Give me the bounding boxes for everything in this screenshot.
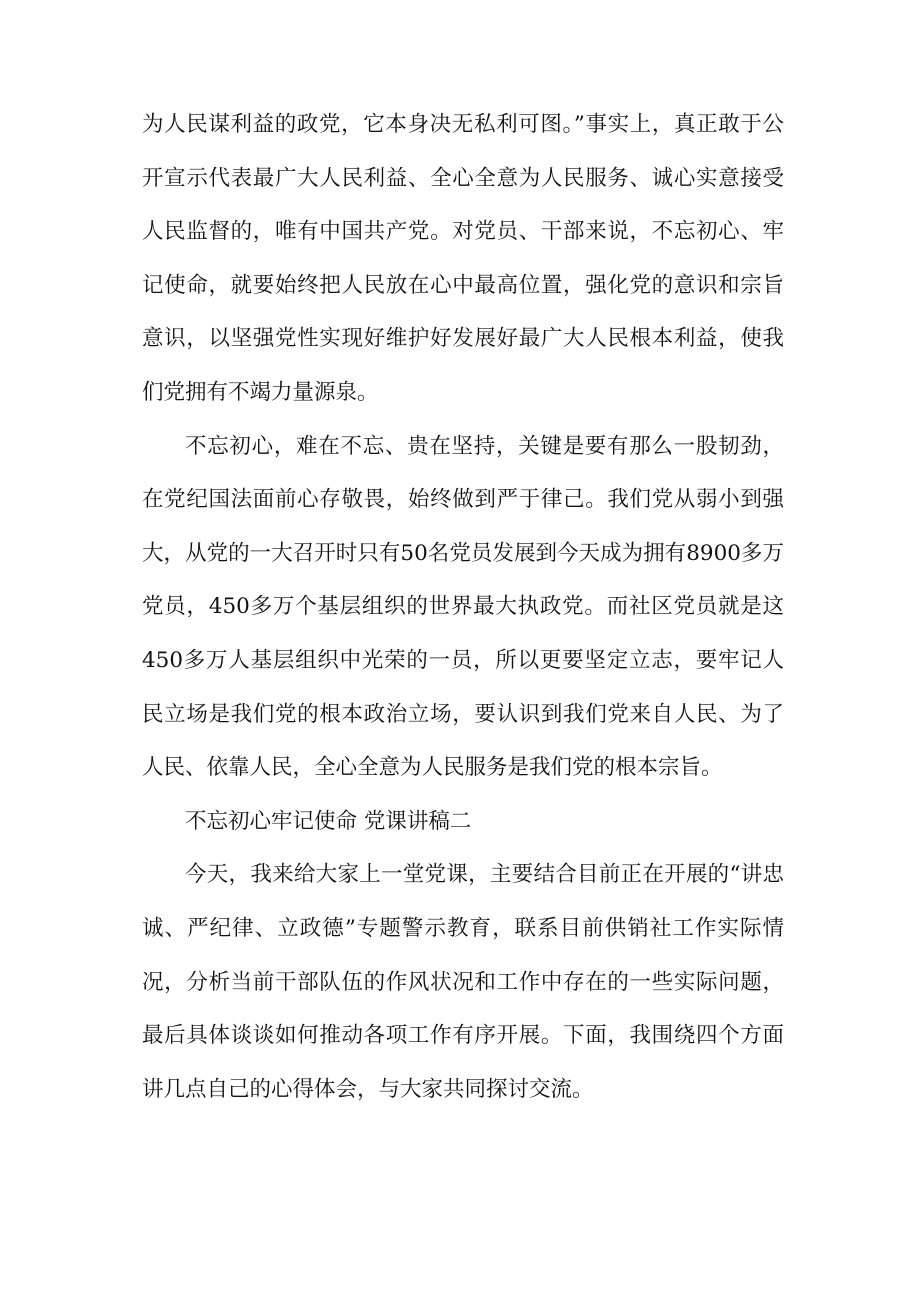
paragraph-not-forget-original-intention: 不忘初心，难在不忘、贵在坚持，关键是要有那么一股韧劲，在党纪国法面前心存敬畏，始终做到严于律己。我们党从弱小到强大，从党的一大召开时只有50名党员发展到今天成为拥有8900多万党员，450多万个基层组织的世界最大执政党。而社区党员就是这450多万人基层组织中光荣的一员，所以更要坚定立志，要牢记人民立场是我们党的根本政治立场，要认识到我们党来自人民、为了人民、依靠人民，全心全意为人民服务是我们党的根本宗旨。: [142, 433, 784, 781]
document-body: [142, 98, 784, 1116]
paragraph-continuation: 为人民谋利益的政党，它本身决无私利可图。”事实上，真正敢于公开宣示代表最广大人民利益、全心全意为人民服务、诚心实意接受人民监督的，唯有中国共产党。对党员、干部来说，不忘初心、牢记使命，就要始终把人民放在心中最高位置，强化党的意识和宗旨意识，以坚强党性实现好维护好发展好最广大人民根本利益，使我们党拥有不竭力量源泉。: [142, 112, 784, 405]
paragraph-lecture-intro: 今天，我来给大家上一堂党课，主要结合目前正在开展的“讲忠诚、严纪律、立政德”专题警示教育，联系目前供销社工作实际情况，分析当前干部队伍的作风状况和工作中存在的一些实际问题，最后具体谈谈如何推动各项工作有序开展。下面，我围绕四个方面讲几点自己的心得体会，与大家共同探讨交流。: [142, 862, 784, 1102]
section-heading: 不忘初心牢记使命 党课讲稿二: [185, 808, 472, 834]
